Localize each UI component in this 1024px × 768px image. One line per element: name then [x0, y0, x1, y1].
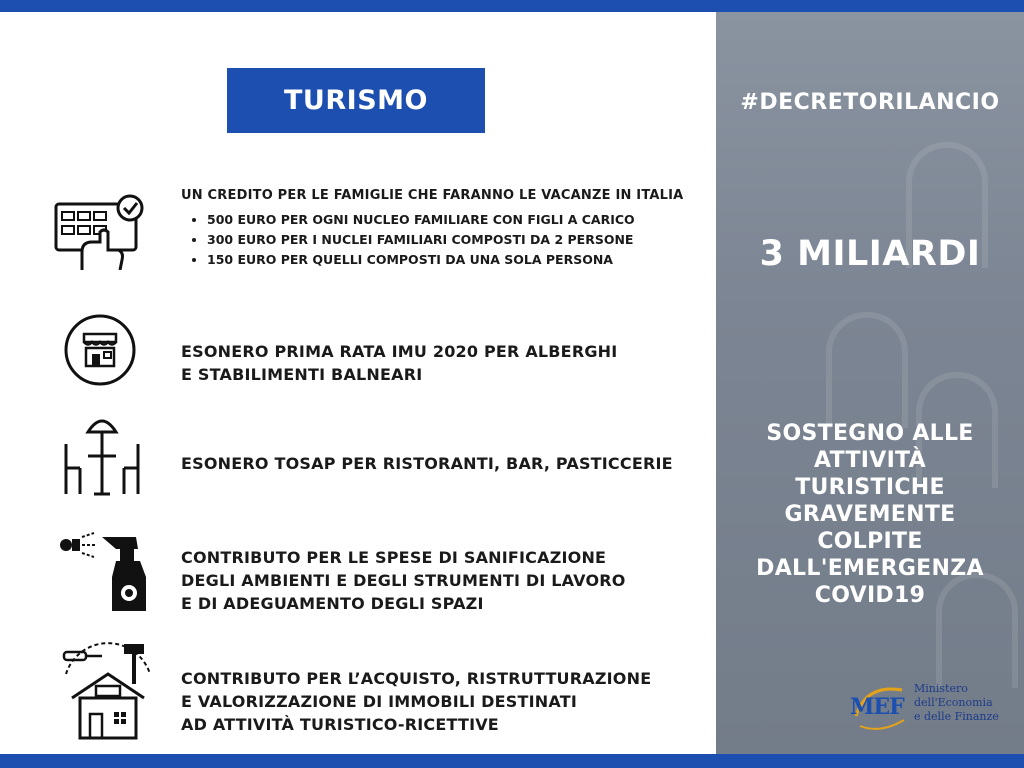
support-text — [716, 420, 1024, 609]
hashtag: #DECRETORILANCIO — [740, 90, 1000, 115]
item-text-line: ESONERO TOSAP PER RISTORANTI, BAR, PASTICCERIE — [181, 454, 673, 473]
item-text-line: E STABILIMENTI BALNEARI — [181, 365, 423, 384]
item-text-line: CONTRIBUTO PER LE SPESE DI SANIFICAZIONE — [181, 548, 607, 567]
item-text-line: E VALORIZZAZIONE DI IMMOBILI DESTINATI — [181, 692, 577, 711]
colosseum-arch-decoration — [826, 312, 908, 428]
support-line: GRAVEMENTE — [784, 502, 956, 527]
logo-abbr: MEF — [850, 694, 904, 720]
amount-heading: 3 MILIARDI — [759, 234, 981, 274]
support-line: ATTIVITÀ — [814, 448, 926, 473]
spray-bottle-icon — [58, 527, 150, 613]
bullet-item: • 300 EURO PER I NUCLEI FAMILIARI COMPOSTI DA 2 PERSONE — [207, 230, 683, 250]
support-line: TURISTICHE — [795, 475, 945, 500]
support-line: COLPITE — [817, 529, 923, 554]
bottom-bar — [0, 754, 1024, 768]
bullet-list — [181, 210, 683, 270]
item-text-line: ESONERO PRIMA RATA IMU 2020 PER ALBERGHI — [181, 342, 618, 361]
item-heading: UN CREDITO PER LE FAMIGLIE CHE FARANNO LE VACANZE IN ITALIA — [181, 188, 684, 203]
bullet-item: • 150 EURO PER QUELLI COMPOSTI DA UNA SOLA PERSONA — [207, 250, 683, 270]
content-panel — [0, 12, 716, 754]
sidebar-panel — [716, 12, 1024, 754]
support-line: DALL'EMERGENZA — [756, 556, 984, 581]
logo-line: e delle Finanze — [914, 710, 999, 723]
logo-ministry-name — [914, 682, 999, 724]
support-line: COVID19 — [814, 583, 926, 608]
item-text-line: E DI ADEGUAMENTO DEGLI SPAZI — [181, 594, 484, 613]
house-tools-icon — [60, 634, 156, 742]
cafe-table-icon — [62, 410, 142, 496]
item-text-line: AD ATTIVITÀ TURISTICO-RICETTIVE — [181, 715, 499, 734]
mef-logo — [846, 676, 1016, 738]
item-text-line: CONTRIBUTO PER L’ACQUISTO, RISTRUTTURAZIONE — [181, 669, 652, 688]
top-bar — [0, 0, 1024, 12]
credit-card-icon — [52, 190, 148, 270]
logo-line: Ministero — [914, 682, 968, 695]
bullet-item: • 500 EURO PER OGNI NUCLEO FAMILIARE CON FIGLI A CARICO — [207, 210, 683, 230]
page-title: TURISMO — [227, 68, 485, 133]
logo-line: dell'Economia — [914, 696, 993, 709]
item-text-line: DEGLI AMBIENTI E DEGLI STRUMENTI DI LAVORO — [181, 571, 626, 590]
support-line: SOSTEGNO ALLE — [766, 421, 974, 446]
shop-icon — [62, 312, 138, 388]
